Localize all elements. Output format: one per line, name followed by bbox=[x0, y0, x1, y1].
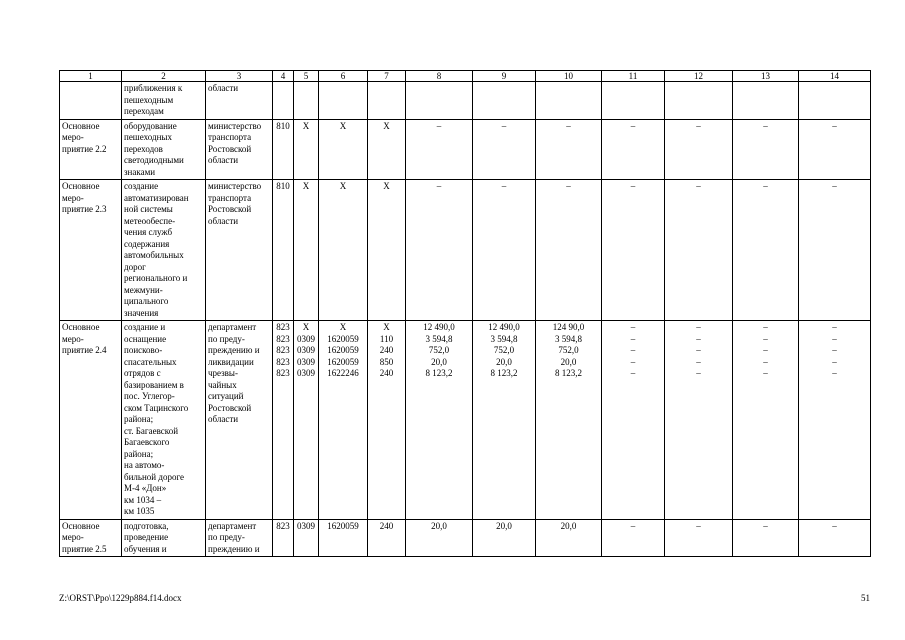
amount-cell: – bbox=[665, 180, 733, 321]
measure-description-cell: приближения к пешеходным переходам bbox=[122, 82, 206, 120]
header-cell: 14 bbox=[799, 71, 871, 82]
measure-cell: Основное меро- приятие 2.5 bbox=[60, 519, 122, 557]
amount-cell: – bbox=[799, 180, 871, 321]
amount-cell bbox=[665, 82, 733, 120]
table-row bbox=[60, 519, 871, 557]
measure-description-cell: создание автоматизирован ной системы метеообеспе- чения служб содержания автомобильных дорог регионального и межмуни- ципального значения bbox=[122, 180, 206, 321]
amount-cell: – bbox=[602, 119, 665, 180]
amount-cell: – bbox=[799, 519, 871, 557]
amount-cell: – – – – – bbox=[733, 321, 799, 520]
amount-cell: – bbox=[536, 119, 602, 180]
code-cell bbox=[273, 82, 294, 120]
header-cell: 6 bbox=[319, 71, 368, 82]
code-cell: 0309 bbox=[294, 519, 319, 557]
code-cell: 823 823 823 823 823 bbox=[273, 321, 294, 520]
amount-cell: – bbox=[406, 119, 473, 180]
code-cell: 810 bbox=[273, 119, 294, 180]
amount-cell bbox=[602, 82, 665, 120]
header-cell: 13 bbox=[733, 71, 799, 82]
amount-cell: – bbox=[665, 519, 733, 557]
code-cell: 810 bbox=[273, 180, 294, 321]
amount-cell: – – – – – bbox=[799, 321, 871, 520]
code-cell: 823 bbox=[273, 519, 294, 557]
header-cell: 5 bbox=[294, 71, 319, 82]
header-cell: 11 bbox=[602, 71, 665, 82]
page-number: 51 bbox=[861, 593, 870, 603]
measure-cell: Основное меро- приятие 2.3 bbox=[60, 180, 122, 321]
header-cell: 8 bbox=[406, 71, 473, 82]
code-cell: Х bbox=[294, 180, 319, 321]
executor-cell: департамент по преду- преждению и ликвидации чрезвы- чайных ситуаций Ростовской области bbox=[206, 321, 273, 520]
measure-description-cell: подготовка, проведение обучения и bbox=[122, 519, 206, 557]
amount-cell: – bbox=[733, 119, 799, 180]
code-cell bbox=[368, 82, 406, 120]
measure-cell bbox=[60, 82, 122, 120]
table-row bbox=[60, 119, 871, 180]
header-cell: 4 bbox=[273, 71, 294, 82]
table-row bbox=[60, 321, 871, 520]
executor-cell: департамент по преду- преждению и bbox=[206, 519, 273, 557]
amount-cell bbox=[536, 82, 602, 120]
amount-cell: – bbox=[602, 519, 665, 557]
program-table bbox=[59, 70, 871, 557]
code-cell: Х 110 240 850 240 bbox=[368, 321, 406, 520]
amount-cell bbox=[473, 82, 536, 120]
code-cell: 1620059 bbox=[319, 519, 368, 557]
header-cell: 1 bbox=[60, 71, 122, 82]
code-cell: Х 1620059 1620059 1620059 1622246 bbox=[319, 321, 368, 520]
amount-cell: 12 490,0 3 594,8 752,0 20,0 8 123,2 bbox=[473, 321, 536, 520]
header-cell: 9 bbox=[473, 71, 536, 82]
amount-cell: – bbox=[799, 119, 871, 180]
code-cell: Х 0309 0309 0309 0309 bbox=[294, 321, 319, 520]
header-cell: 3 bbox=[206, 71, 273, 82]
amount-cell: – bbox=[536, 180, 602, 321]
amount-cell: – – – – – bbox=[602, 321, 665, 520]
executor-cell: министерство транспорта Ростовской области bbox=[206, 180, 273, 321]
amount-cell: 20,0 bbox=[536, 519, 602, 557]
measure-cell: Основное меро- приятие 2.2 bbox=[60, 119, 122, 180]
table-row bbox=[60, 180, 871, 321]
column-number-row bbox=[60, 71, 871, 82]
header-cell: 7 bbox=[368, 71, 406, 82]
header-cell: 2 bbox=[122, 71, 206, 82]
code-cell: Х bbox=[368, 119, 406, 180]
code-cell bbox=[294, 82, 319, 120]
code-cell: 240 bbox=[368, 519, 406, 557]
amount-cell: – bbox=[473, 119, 536, 180]
code-cell: Х bbox=[294, 119, 319, 180]
amount-cell: – – – – – bbox=[665, 321, 733, 520]
code-cell: Х bbox=[319, 180, 368, 321]
measure-description-cell: оборудование пешеходных переходов светодиодными знаками bbox=[122, 119, 206, 180]
file-path: Z:\ORST\Ppo\1229p884.f14.docx bbox=[59, 593, 182, 603]
amount-cell: 20,0 bbox=[406, 519, 473, 557]
measure-cell: Основное меро- приятие 2.4 bbox=[60, 321, 122, 520]
amount-cell bbox=[406, 82, 473, 120]
amount-cell: – bbox=[665, 119, 733, 180]
amount-cell: – bbox=[473, 180, 536, 321]
amount-cell bbox=[799, 82, 871, 120]
table-row bbox=[60, 82, 871, 120]
executor-cell: министерство транспорта Ростовской области bbox=[206, 119, 273, 180]
code-cell bbox=[319, 82, 368, 120]
header-cell: 10 bbox=[536, 71, 602, 82]
amount-cell: – bbox=[733, 180, 799, 321]
executor-cell: области bbox=[206, 82, 273, 120]
page-footer bbox=[59, 592, 870, 604]
measure-description-cell: создание и оснащение поисково- спасательных отрядов с базированием в пос. Углегор- ском Тацинского района; ст. Багаевской Багаевского района; на автомо- бильной дороге М-4 «Дон» км 1034 – км 1035 bbox=[122, 321, 206, 520]
amount-cell: – bbox=[602, 180, 665, 321]
code-cell: Х bbox=[368, 180, 406, 321]
amount-cell: 20,0 bbox=[473, 519, 536, 557]
amount-cell: – bbox=[733, 519, 799, 557]
amount-cell: – bbox=[406, 180, 473, 321]
code-cell: Х bbox=[319, 119, 368, 180]
header-cell: 12 bbox=[665, 71, 733, 82]
amount-cell: 12 490,0 3 594,8 752,0 20,0 8 123,2 bbox=[406, 321, 473, 520]
amount-cell: 124 90,0 3 594,8 752,0 20,0 8 123,2 bbox=[536, 321, 602, 520]
amount-cell bbox=[733, 82, 799, 120]
